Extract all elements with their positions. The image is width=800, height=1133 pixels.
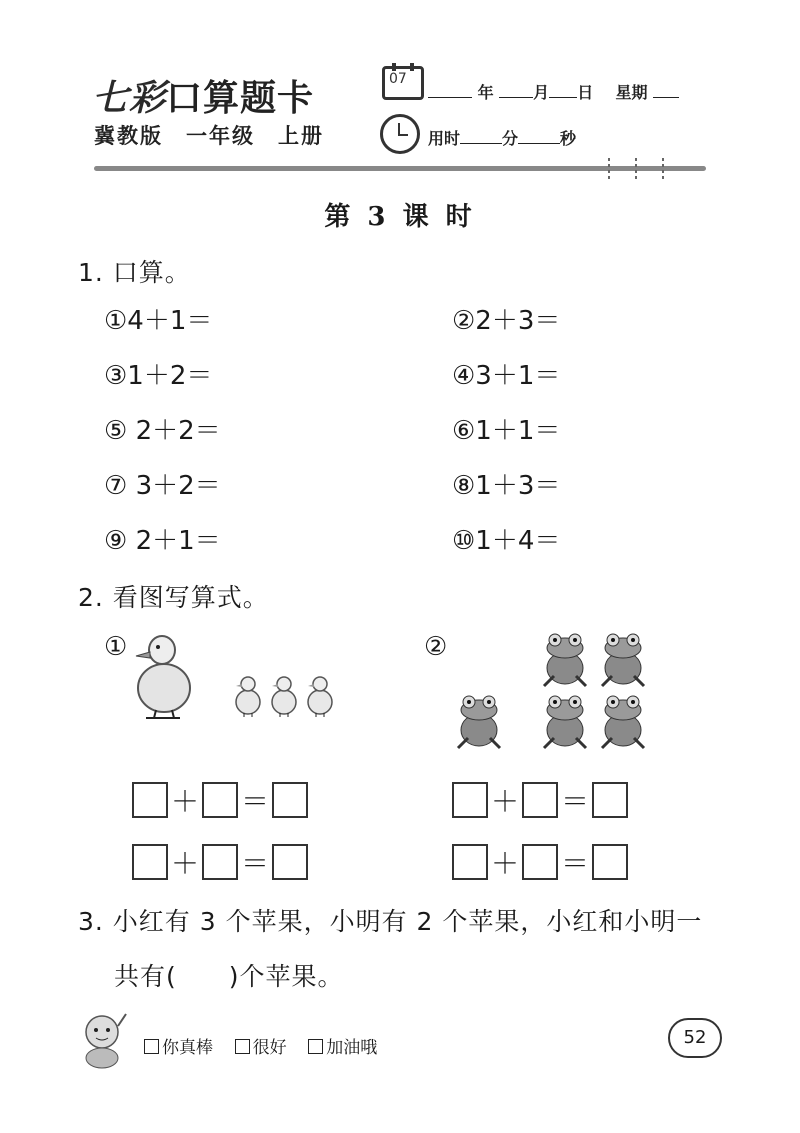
year-blank[interactable] — [428, 83, 472, 98]
q3-line2: 共有( )个苹果。 — [114, 962, 344, 991]
problem-3: ③1＋2＝ — [104, 361, 213, 391]
feedback-option[interactable]: 你真棒 — [144, 1038, 213, 1058]
calendar-number: 07 — [389, 71, 407, 87]
date-line: 年 月 日 星期 — [428, 80, 679, 103]
q2-title: 2. 看图写算式。 — [78, 583, 269, 612]
weekday-blank[interactable] — [653, 83, 679, 98]
month-blank[interactable] — [499, 83, 533, 98]
answer-box[interactable] — [592, 844, 628, 880]
checkbox-icon[interactable] — [144, 1039, 159, 1054]
mascot-icon — [72, 1008, 134, 1070]
frog-icon — [540, 692, 590, 752]
equation-row: ＋ ＝ — [132, 842, 308, 882]
problem-6: ⑥1＋1＝ — [452, 416, 561, 446]
page-number: 52 — [668, 1018, 722, 1058]
answer-box[interactable] — [452, 844, 488, 880]
answer-box[interactable] — [202, 844, 238, 880]
problem-8: ⑧1＋3＝ — [452, 471, 561, 501]
header-rule — [94, 166, 706, 171]
frog-icon — [598, 630, 648, 690]
equation-row: ＋ ＝ — [452, 780, 628, 820]
equation-row: ＋ ＝ — [132, 780, 308, 820]
duckling-icon — [232, 672, 264, 718]
part2-marker: ② — [424, 632, 448, 662]
answer-box[interactable] — [452, 782, 488, 818]
feedback-options — [144, 1033, 377, 1058]
feedback-option[interactable]: 加油哦 — [308, 1038, 377, 1058]
pin-icon — [606, 158, 610, 182]
clock-icon — [380, 114, 420, 154]
problem-2: ②2＋3＝ — [452, 306, 561, 336]
frog-icon — [540, 630, 590, 690]
answer-box[interactable] — [522, 782, 558, 818]
frog-icon — [598, 692, 648, 752]
problem-4: ④3＋1＝ — [452, 361, 561, 391]
duck-icon — [128, 628, 194, 720]
pin-icon — [660, 158, 664, 182]
duckling-icon — [304, 672, 336, 718]
answer-box[interactable] — [132, 782, 168, 818]
pin-icon — [633, 158, 637, 182]
seconds-blank[interactable] — [518, 129, 560, 144]
day-blank[interactable] — [549, 83, 577, 98]
problem-1: ①4＋1＝ — [104, 306, 213, 336]
brand-title: 七彩口算题卡 — [92, 77, 315, 119]
time-line: 用时 分 秒 — [428, 129, 577, 148]
equation-row: ＋ ＝ — [452, 842, 628, 882]
problem-5: ⑤ 2＋2＝ — [104, 416, 221, 446]
answer-box[interactable] — [592, 782, 628, 818]
answer-box[interactable] — [132, 844, 168, 880]
problem-9: ⑨ 2＋1＝ — [104, 526, 221, 556]
q1-title: 1. 口算。 — [78, 258, 191, 287]
duckling-icon — [268, 672, 300, 718]
minutes-blank[interactable] — [460, 129, 502, 144]
answer-box[interactable] — [202, 782, 238, 818]
edition-label: 冀教版 一年级 上册 — [94, 124, 324, 148]
problem-10: ⑩1＋4＝ — [452, 526, 561, 556]
feedback-option[interactable]: 很好 — [235, 1038, 287, 1058]
checkbox-icon[interactable] — [235, 1039, 250, 1054]
answer-box[interactable] — [272, 844, 308, 880]
part1-marker: ① — [104, 632, 128, 662]
problem-7: ⑦ 3＋2＝ — [104, 471, 221, 501]
checkbox-icon[interactable] — [308, 1039, 323, 1054]
calendar-icon — [382, 66, 424, 100]
answer-box[interactable] — [272, 782, 308, 818]
answer-box[interactable] — [522, 844, 558, 880]
lesson-title: 第 3 课 时 — [324, 202, 476, 232]
frog-icon — [454, 692, 504, 752]
q3-line1: 3. 小红有 3 个苹果，小明有 2 个苹果，小红和小明一 — [78, 907, 703, 936]
